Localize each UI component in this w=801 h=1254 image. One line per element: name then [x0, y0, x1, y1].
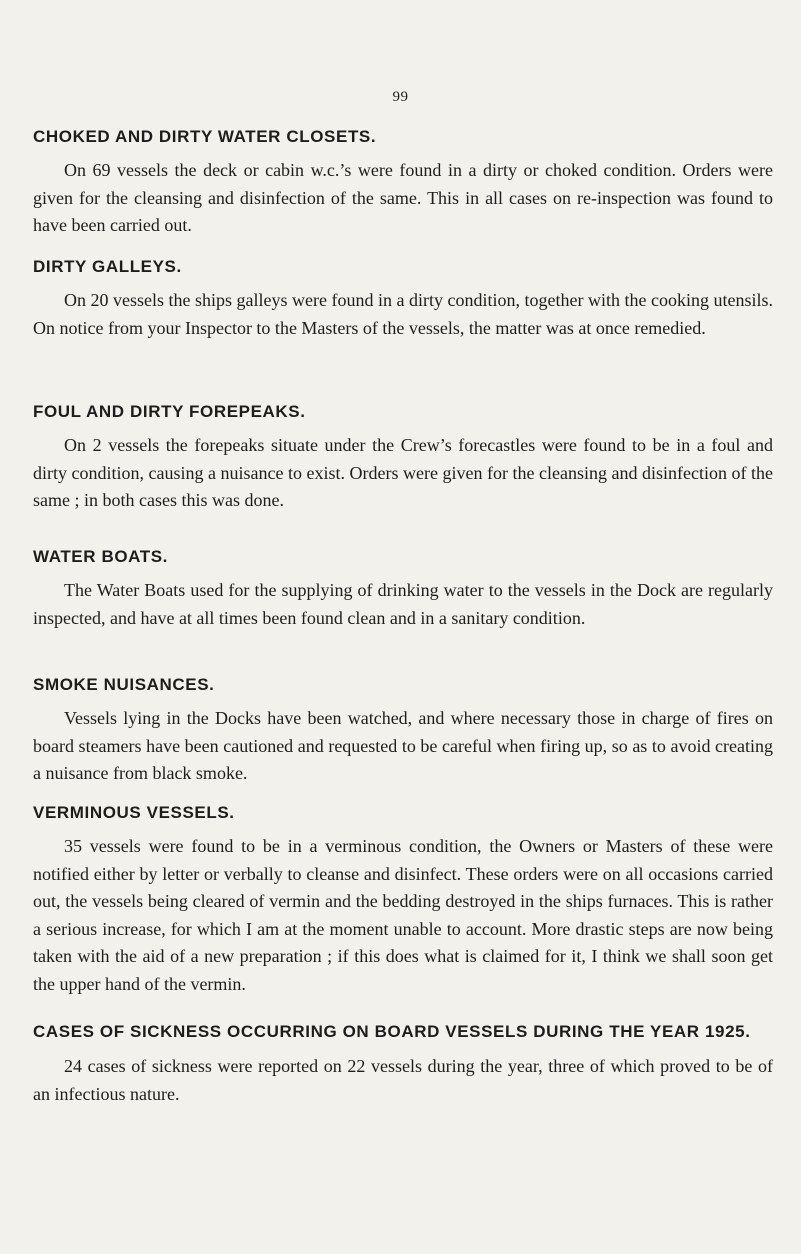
- section-heading: CHOKED AND DIRTY WATER CLOSETS.: [33, 127, 377, 146]
- section-paragraph: 35 vessels were found to be in a verminous condition, the Owners or Masters of these were notified either by letter or verbally to cleanse and disinfect. These orders were on all occasions carried out, the vessels being cleared of vermin and the bedding destroyed in the ships furnaces. This is rather a serious increase, for which I am at the moment unable to account. More drastic steps are now being taken with the aid of a new preparation ; if this does what is claimed for it, I think we shall soon get the upper hand of the vermin.: [33, 836, 773, 994]
- section-heading: VERMINOUS VESSELS.: [33, 803, 235, 822]
- page-number: 99: [392, 89, 409, 105]
- section-smoke-nuisances: [33, 674, 773, 788]
- section-heading: SMOKE NUISANCES.: [33, 675, 215, 694]
- section-choked-water-closets: [33, 126, 773, 240]
- section-dirty-galleys: [33, 256, 773, 342]
- section-paragraph: On 2 vessels the forepeaks situate under the Crew’s forecastles were found to be in a foul and dirty condition, causing a nuisance to exist. Orders were given for the cleansing and disinfection of the same ; in both cases this was done.: [33, 435, 773, 511]
- section-heading: CASES OF SICKNESS OCCURRING ON BOARD VESSELS DURING THE YEAR 1925.: [33, 1022, 751, 1041]
- section-heading: DIRTY GALLEYS.: [33, 257, 182, 276]
- section-forepeaks: [33, 401, 773, 515]
- section-paragraph: On 20 vessels the ships galleys were found in a dirty condition, together with the cooking utensils. On notice from your Inspector to the Masters of the vessels, the matter was at once remedied.: [33, 290, 773, 338]
- section-paragraph: On 69 vessels the deck or cabin w.c.’s were found in a dirty or choked condition. Orders were given for the cleansing and disinfection of the same. This in all cases on re-inspection was found to have been carried out.: [33, 160, 773, 236]
- section-cases-of-sickness: [33, 1016, 773, 1108]
- section-verminous-vessels: [33, 802, 773, 999]
- section-heading: FOUL AND DIRTY FOREPEAKS.: [33, 402, 306, 421]
- section-heading: WATER BOATS.: [33, 547, 169, 566]
- section-paragraph: Vessels lying in the Docks have been watched, and where necessary those in charge of fires on board steamers have been cautioned and requested to be careful when firing up, so as to avoid creating a nuisance from black smoke.: [33, 708, 773, 784]
- section-paragraph: 24 cases of sickness were reported on 22 vessels during the year, three of which proved to be of an infectious nature.: [33, 1056, 773, 1104]
- section-paragraph: The Water Boats used for the supplying of drinking water to the vessels in the Dock are regularly inspected, and have at all times been found clean and in a sanitary condition.: [33, 580, 773, 628]
- section-water-boats: [33, 546, 773, 632]
